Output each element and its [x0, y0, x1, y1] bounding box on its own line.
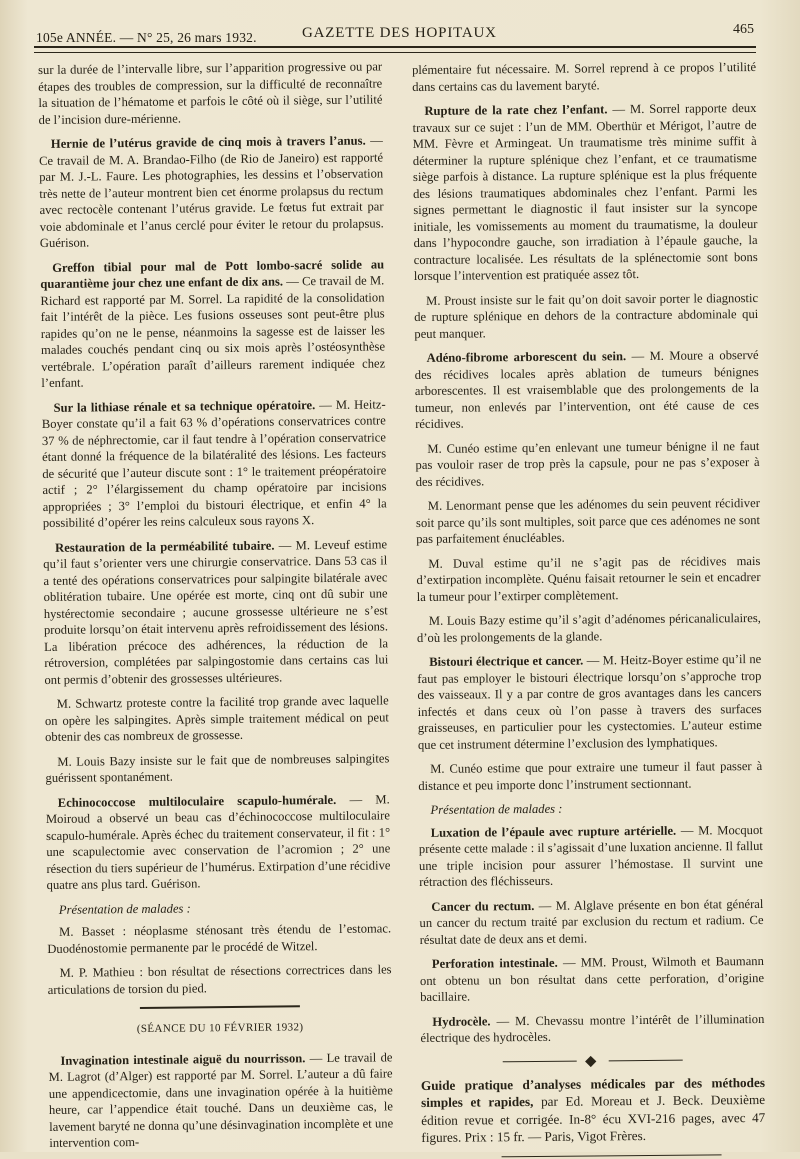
article-title: Bistouri électrique et cancer. [429, 653, 584, 669]
seance-heading: (SÉANCE DU 10 FÉVRIER 1932) [136, 1021, 304, 1036]
article-title: Adéno-fibrome arborescent du sein. [426, 349, 627, 365]
article-title: Invagination intestinale aiguë du nourrisson. [60, 1050, 306, 1068]
paragraph-bazy: M. Louis Bazy estime qu’il s’agit d’adénomes péricanaliculaires, d’où les prolongements de la glande. [416, 610, 761, 645]
right-column [412, 59, 766, 1157]
section-presentation: Présentation de malades : [430, 801, 563, 817]
article-bistouri [417, 651, 762, 753]
article-title: Sur la lithiase rénale et sa technique opératoire. [53, 397, 316, 415]
paragraph-cuneo: M. Cunéo estime qu’en enlevant une tumeur bénigne il ne faut pas vouloir raser de trop près la capsule, pour ne pas s’exposer à des récidives. [415, 438, 760, 489]
article-cancer-rectum [419, 895, 763, 948]
paragraph-mathieu: M. P. Mathieu : bon résultat de résections correctrices dans les articulations de torsion du pied. [47, 962, 392, 997]
header-rule-thin [34, 52, 756, 53]
paragraph-basset: M. Basset : néoplasme sténosant très étendu de l’estomac. Duodénostomie permanente par le procédé de Witzel. [47, 921, 392, 956]
article-body: — M. Leveuf estime qu’il faut s’orienter vers une chirurgie conservatrice. Dans 53 cas il a tenté des opérations conservatrices pour salpingite bilatérale avec oblitération tubaire. Une opérée est morte, cinq ont dû subir une hystérectomie secondaire ; aucune grossesse ultérieure ne s’est produite lorsqu’on était intervenu après refroidissement des lésions. La libération précoce des adhérences, la réduction de la rétroversion, complétées par salpingostomie dans certains cas lui ont permis d’obtenir des grossesses ultérieures. [43, 536, 389, 687]
paragraph-continued: sur la durée de l’intervalle libre, sur l’apparition progressive ou par étapes des troubles de compression, sur la difficulté de reconnaître la situation de l’hématome et parfois le côté où il siège, sur l’utilité de l’incision dure-mérienne. [38, 59, 383, 127]
article-perforation [420, 953, 764, 1006]
article-body: — M. Sorrel rapporte deux travaux sur ce sujet : l’un de MM. Oberthür et Mérigot, l’autre de MM. Fèvre et Armingeat. Un traumatisme très minime suffit à déterminer la rupture splénique chez l’enfant, et ce traumatisme siège parfois à distance. La rupture splénique est la plus fréquente des lésions traumatiques abdominales chez l’enfant. Parmi les signes permettant le diagnostic il faut insister sur la syncope initiale, les vomissements au moment du traumatisme, la douleur dans l’hypocondre gauche, son irradiation à l’épaule gauche, la contracture localisée. Les résultats de la splénectomie sont bons lorsque l’intervention est pratiquée assez tôt. [412, 100, 758, 283]
section-presentation: Présentation de malades : [58, 900, 191, 917]
paragraph-lenormant: M. Lenormant pense que les adénomes du sein peuvent récidiver soit parce qu’ils sont multiples, soit parce que ces adénomes ne sont pas parfaitement énucléables. [415, 495, 761, 546]
issue-line: 105e ANNÉE. — N° 25, 26 mars 1932. [36, 30, 257, 45]
page-header [36, 22, 754, 46]
paragraph-proust: M. Proust insiste sur le fait qu’on doit savoir porter le diagnostic de rupture splénique en dehors de la contracture abdominale qui peut manquer. [414, 290, 759, 341]
book-notice [421, 1073, 766, 1146]
paragraph-schwartz: M. Schwartz proteste contre la facilité trop grande avec laquelle on opère les salpingites. Après simple traitement médical on peut obtenir des cas nombreux de grossesse. [44, 693, 389, 744]
article-title: Rupture de la rate chez l’enfant. [424, 102, 608, 118]
article-restauration [43, 536, 389, 688]
article-title: Cancer du rectum. [431, 898, 535, 914]
article-title: Hydrocèle. [432, 1013, 491, 1029]
paragraph-bazy: M. Louis Bazy insiste sur le fait que de nombreuses salpingites guérissent spontanément. [45, 750, 390, 785]
article-title: Echinococcose multiloculaire scapulo-humérale. [57, 792, 337, 810]
article-body: — Ce travail de M. Richard est rapporté par M. Sorrel. La rapidité de la consolidation fait l’intérêt de la pièce. Les fusions osseuses sont peut-être plus rapides qu’on ne le pense, néanmoins la sagesse est de laisser les malades couchés pendant cinq ou six mois après l’ostéosynthèse vertébrale. L’opération paraît d’ailleurs rarement indiquée chez l’enfant. [40, 273, 386, 390]
book-details: par Ed. Moreau et J. Beck. Deuxième édition revue et corrigée. In-8° écu XVI-216 pages, avec 47 figures. Prix : 15 fr. — Paris, Vigot Frères. [421, 1091, 766, 1145]
article-luxation [419, 821, 764, 890]
journal-title: GAZETTE DES HOPITAUX [302, 25, 497, 41]
article-hernie [39, 132, 384, 251]
header-rule-thick [34, 46, 756, 48]
paragraph-cuneo-2: M. Cunéo estime que pour extraire une tumeur il faut passer à distance et peu importe donc l’instrument sectionnant. [418, 758, 763, 793]
article-body: — Ce travail de M. A. Brandao-Filho (de Rio de Janeiro) est rapporté par M. J.-L. Faure. Les photographies, les dessins et l’observation très nette de l’auteur montrent bien cet énorme prolapsus du rectum avec rectocèle contenant l’utérus gravide. Le fœtus fut extrait par voie abdominale et l’anus cerclé pour éviter le retour du prolapsus. Guérison. [38, 133, 384, 250]
article-adeno-fibrome [415, 347, 760, 432]
article-body: — M. Alglave présente en bon état général un cancer du rectum traité par exclusion du rectum et radium. Ce résultat date de deux ans et demi. [419, 896, 764, 947]
article-body: — M. Heitz-Boyer constate qu’il a fait 63 % d’opérations conservatrices contre 37 % de néphrectomie, car il faut tendre à l’opération conservatrice étant donné la fréquence de la bilatéralité des lésions. Les facteurs de sécurité que l’auteur discute sont : 1° le traitement préopératoire actif ; 2° l’élargissement du champ opératoire par incisions appropriées ; 3° l’emploi du bistouri électrique, et enfin 4° la possibilité d’opérer les reins calculeux sous rayons X. [41, 396, 387, 530]
section-divider [140, 1005, 300, 1009]
article-body: — M. Chevassu montre l’intérêt de l’illumination électrique des hydrocèles. [420, 1011, 765, 1045]
article-body: — M. Heitz-Boyer estime qu’il ne faut pas employer le bistouri électrique lorsqu’on s’approche trop des vaisseaux. Il y a par contre de gros avantages dans les cancers infectés et dans ceux où l’on passe à travers des surfaces graisseuses, en particulier pour les cystectomies. L’auteur estime que cet instrument détermine l’exclusion des lymphatiques. [417, 651, 762, 752]
article-body: — M. Mocquot présente cette malade : il s’agissait d’une luxation ancienne. Il fallut une triple incision pour assurer l’hémostase. Il survint une rétraction des fléchisseurs. [418, 822, 764, 889]
paragraph-duval: M. Duval estime qu’il ne s’agit pas de récidives mais d’extirpation incomplète. Quénu faisait retourner le sein et encadrer la tumeur pour l’extirper complètement. [416, 553, 761, 604]
article-invagination [48, 1049, 393, 1152]
page-number: 465 [733, 22, 754, 37]
article-body: — M. Moiroud a observé un beau cas d’échinococcose multiloculaire scapulo-humérale. Après échec du traitement conservateur, il fit : 1° une scapulectomie avec conservation de l’acromion ; 2° une résection du tiers supérieur de l’humérus. Extirpation d’une récidive quatre ans plus tard. Guérison. [45, 791, 391, 892]
paragraph-continued: plémentaire fut nécessaire. M. Sorrel reprend à ce propos l’utilité dans certains cas du lavement baryté. [412, 59, 757, 94]
article-title: Perforation intestinale. [431, 955, 558, 971]
article-rupture-rate [412, 100, 758, 284]
article-echinococcose [46, 791, 391, 894]
fleuron-divider [503, 1056, 683, 1066]
article-greffon [40, 256, 385, 392]
article-body: — M. Moure a observé des récidives locales après ablation de tumeurs bénignes arborescentes. Il est vraisemblable que des prolongements de la tumeur, non enlevés par l’intervention, ont été cause de ces récidives. [414, 347, 760, 431]
article-title: Greffon tibial pour mal de Pott lombo-sacré solide au quarantième jour chez une enfant de dix ans. [40, 256, 385, 291]
article-body: — Le travail de M. Lagrot (d’Alger) est rapporté par M. Sorrel. L’auteur a dû faire une appendicectomie, dans une invagination opérée à la huitième heure, car l’appendice était touché. Dans un deuxième cas, le lavement baryté ne donna qu’une désinvagination incomplète et une intervention com- [48, 1049, 394, 1150]
end-rule [502, 1154, 722, 1157]
article-title: Luxation de l’épaule avec rupture artérielle. [430, 823, 677, 840]
book-title: Guide pratique d’analyses médicales par des méthodes simples et rapides, [420, 1074, 765, 1110]
article-lithiase [42, 396, 387, 532]
article-body: — MM. Proust, Wilmoth et Baumann ont obtenu un bon résultat dans cette perforation, d’origine bacillaire. [419, 953, 765, 1004]
article-title: Hernie de l’utérus gravide de cinq mois à travers l’anus. [50, 133, 366, 151]
article-hydrocele [420, 1010, 764, 1046]
article-title: Restauration de la perméabilité tubaire. [55, 538, 275, 555]
left-column [38, 58, 393, 1159]
